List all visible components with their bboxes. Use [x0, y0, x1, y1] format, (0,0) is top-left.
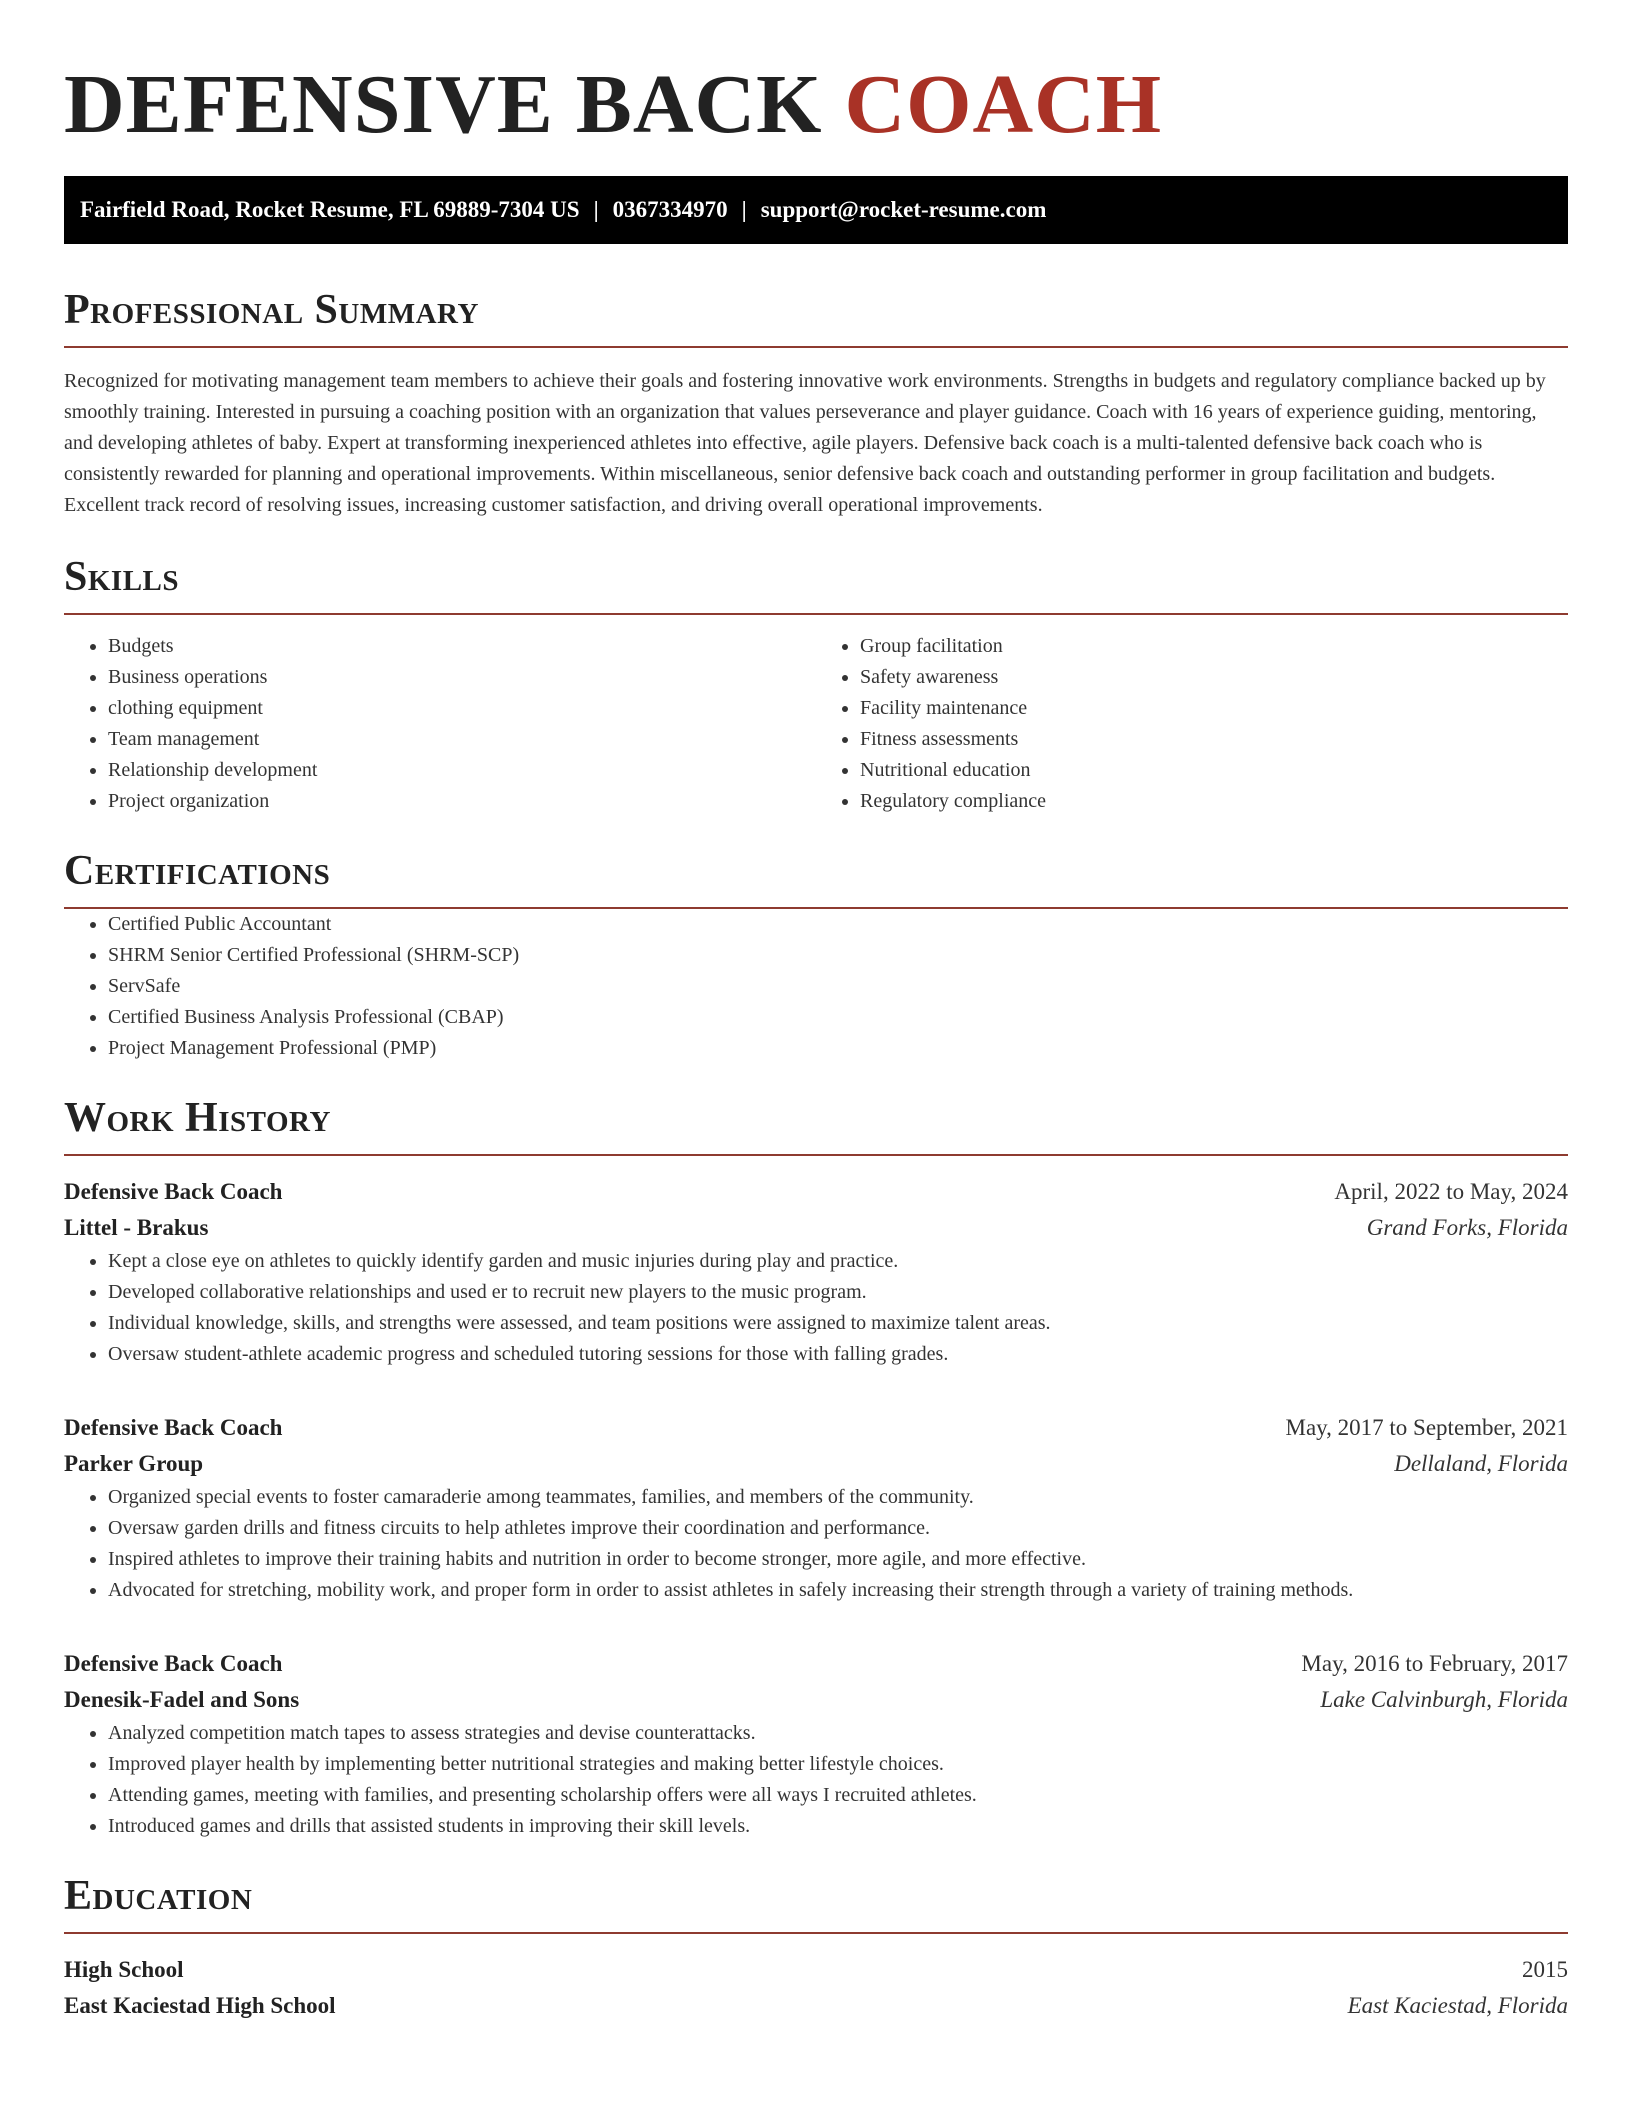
name-accent: COACH [844, 58, 1163, 151]
job-bullet: • Improved player health by implementing better nutritional strategies and making better lifestyle choices. [108, 1749, 1568, 1780]
skills-section [64, 551, 1568, 817]
skill-item: • Project organization [108, 786, 816, 817]
job-subheader-row [64, 1210, 1568, 1246]
certification-item: • Certified Business Analysis Professional (CBAP) [108, 1002, 1568, 1033]
job-bullet: • Analyzed competition match tapes to assess strategies and devise counterattacks. [108, 1718, 1568, 1749]
job-location: Grand Forks, Florida [1366, 1215, 1568, 1240]
job-dates: May, 2017 to September, 2021 [1285, 1415, 1568, 1440]
skill-item: • clothing equipment [108, 693, 816, 724]
education-school: East Kaciestad High School [64, 1993, 336, 2018]
job-bullet: • Kept a close eye on athletes to quickly identify garden and music injuries during play and practice. [108, 1246, 1568, 1277]
job-bullet: • Oversaw student-athlete academic progress and scheduled tutoring sessions for those with falling grades. [108, 1339, 1568, 1370]
skill-item: • Fitness assessments [860, 724, 1568, 755]
skill-item: • Team management [108, 724, 816, 755]
job-bullets [64, 1718, 1568, 1842]
skills-heading: Skills [64, 554, 180, 600]
education-section [64, 1870, 1568, 2024]
skill-item: • Business operations [108, 662, 816, 693]
summary-section [64, 284, 1568, 521]
skill-item: • Facility maintenance [860, 693, 1568, 724]
education-location: East Kaciestad, Florida [1347, 1993, 1568, 2018]
certification-item: • Certified Public Accountant [108, 909, 1568, 940]
section-divider [64, 1932, 1568, 1934]
name-main: DEFENSIVE BACK [64, 58, 823, 151]
section-divider [64, 346, 1568, 348]
skills-grid [64, 631, 1568, 817]
education-header-row [64, 1952, 1568, 1988]
job-bullet: • Attending games, meeting with families, and presenting scholarship offers were all ways I recruited athletes. [108, 1780, 1568, 1811]
job-bullet: • Introduced games and drills that assisted students in improving their skill levels. [108, 1811, 1568, 1842]
job-company: Littel - Brakus [64, 1215, 209, 1240]
job-location: Dellaland, Florida [1394, 1451, 1568, 1476]
job-header-row [64, 1174, 1568, 1210]
work-history-heading: Work History [64, 1095, 331, 1141]
contact-bar [64, 176, 1568, 244]
job-entry [64, 1174, 1568, 1370]
contact-separator: | [593, 197, 599, 222]
job-bullets [64, 1482, 1568, 1606]
job-location: Lake Calvinburgh, Florida [1320, 1687, 1568, 1712]
job-bullet: • Advocated for stretching, mobility work, and proper form in order to assist athletes in safely increasing their strength through a variety of training methods. [108, 1575, 1568, 1606]
job-bullet: • Organized special events to foster camaraderie among teammates, families, and members of the community. [108, 1482, 1568, 1513]
job-title: Defensive Back Coach [64, 1651, 283, 1676]
job-company: Parker Group [64, 1451, 204, 1476]
job-entry [64, 1410, 1568, 1606]
summary-text: Recognized for motivating management team members to achieve their goals and fostering innovative work environments. Strengths in budgets and regulatory compliance backed up by smoothly training. Interested in pursuing a coaching position with an organization that values perseverance and player guidance. Coach with 16 years of experience guiding, mentoring, and developing athletes of baby. Expert at transforming inexperienced athletes into effective, agile players. Defensive back coach is a multi-talented defensive back coach who is consistently rewarded for planning and operational improvements. Within miscellaneous, senior defensive back coach and outstanding performer in group facilitation and budgets. Excellent track record of resolving issues, increasing customer satisfaction, and driving overall operational improvements. [64, 370, 1546, 516]
skill-item: • Nutritional education [860, 755, 1568, 786]
job-header-row [64, 1410, 1568, 1446]
resume-name [64, 54, 1568, 156]
skill-item: • Budgets [108, 631, 816, 662]
skill-item: • Regulatory compliance [860, 786, 1568, 817]
job-title: Defensive Back Coach [64, 1179, 283, 1204]
contact-address: Fairfield Road, Rocket Resume, FL 69889-7304 US [80, 197, 580, 222]
job-subheader-row [64, 1682, 1568, 1718]
certification-item: • ServSafe [108, 971, 1568, 1002]
education-subheader-row [64, 1988, 1568, 2024]
skill-item: • Relationship development [108, 755, 816, 786]
job-bullet: • Inspired athletes to improve their training habits and nutrition in order to become stronger, more agile, and more effective. [108, 1544, 1568, 1575]
job-dates: May, 2016 to February, 2017 [1301, 1651, 1568, 1676]
contact-separator: | [741, 197, 747, 222]
skill-item: • Group facilitation [860, 631, 1568, 662]
job-subheader-row [64, 1446, 1568, 1482]
certification-item: • SHRM Senior Certified Professional (SHRM-SCP) [108, 940, 1568, 971]
work-history-section [64, 1092, 1568, 1842]
job-company: Denesik-Fadel and Sons [64, 1687, 300, 1712]
job-bullet: • Oversaw garden drills and fitness circuits to help athletes improve their coordination and performance. [108, 1513, 1568, 1544]
job-dates: April, 2022 to May, 2024 [1334, 1179, 1568, 1204]
job-title: Defensive Back Coach [64, 1415, 283, 1440]
skill-item: • Safety awareness [860, 662, 1568, 693]
certifications-section [64, 845, 1568, 1064]
summary-heading: Professional Summary [64, 287, 479, 333]
section-divider [64, 613, 1568, 615]
certifications-heading: Certifications [64, 848, 331, 894]
skills-list-left [64, 631, 816, 817]
education-heading: Education [64, 1873, 253, 1919]
education-degree: High School [64, 1957, 184, 1982]
job-header-row [64, 1646, 1568, 1682]
contact-email[interactable]: support@rocket-resume.com [760, 197, 1047, 222]
section-divider [64, 1154, 1568, 1156]
skills-list-right [816, 631, 1568, 817]
certifications-list [64, 909, 1568, 1064]
education-year: 2015 [1522, 1957, 1568, 1982]
job-bullet: • Developed collaborative relationships and used er to recruit new players to the music program. [108, 1277, 1568, 1308]
job-bullet: • Individual knowledge, skills, and strengths were assessed, and team positions were assigned to maximize talent areas. [108, 1308, 1568, 1339]
certification-item: • Project Management Professional (PMP) [108, 1033, 1568, 1064]
contact-phone[interactable]: 0367334970 [612, 197, 728, 222]
job-bullets [64, 1246, 1568, 1370]
education-entry [64, 1952, 1568, 2024]
job-entry [64, 1646, 1568, 1842]
